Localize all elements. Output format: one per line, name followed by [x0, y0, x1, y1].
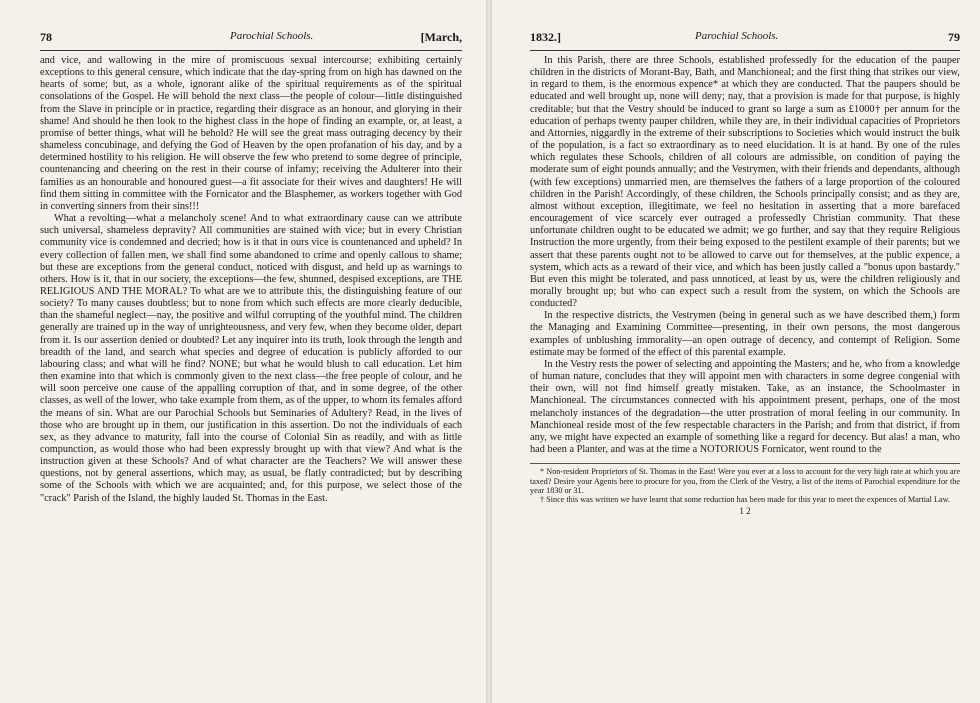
year-label: 1832.]	[530, 30, 561, 44]
left-page-header	[40, 30, 462, 48]
paragraph: What a revolting—what a melancholy scene! And to what extraordinary cause can we attribute such universal, shameless depravity? All communities are stained with vice; but in every Christian community vice is condemned and decried; how is it that in ours vice is countenanced and upheld? In every collection of fallen men, we shall find some abandoned to crime and openly callous to shame; but these are exceptions from the general conduct, noticed with disgust, and held up as warnings to others. How is it, that in our society, the exceptions—the few, shunned, despised exceptions, are THE RELIGIOUS AND THE MORAL? To what are we to attribute this, the distinguishing feature of our society? To many causes doubtless; but to none from which such effects are more clearly deducible, than the shameful neglect—nay, the positive and wilful corrupting of the youthful mind. The children generally are trained up in the way of unrighteousness, and very few, when they become older, depart from it. Is our assertion denied or doubted? Let any inquirer into its truth, look through the length and breadth of the land, and search what species and degree of education is publicly afforded to our labouring class; and what will he find? NONE; but what he would blush to call education. Let him then examine into that which is commonly given to the next class—the free people of colour, and he will soon perceive one cause of the appalling corruption of that, and in some degree, of the other classes, as well of the lower, who take example from them, as of the upper, to whom its females afford the means of sin. What are our Parochial Schools but Seminaries of Adultery? Read, in the lives of those who are brought up in them, our justification in this assertion. Do not the individuals of each sex, as they advance to maturity, fall into the course of Colonial Sin as readily, and with as little compunction, as would those who had been expressly brought up with that view? And what is the instruction given at these Schools? And of what character are the Teachers? We will answer these questions, not by general assertions, which may, as usual, be flatly contradicted; but by describing some of the Schools with which we are acquainted; and, for this purpose, we select those of the "crack" Parish of the Island, the highly lauded St. Thomas in the East.	[40, 213, 462, 504]
right-page	[492, 0, 980, 703]
paragraph: and vice, and wallowing in the mire of promiscuous sexual intercourse; exhibiting certainly exceptions to this general censure, which indicate that the day-spring from on high has dawned on the hearts of some; but, as a whole, ignorant alike of the spiritual requirements as of the spiritual consolations of the Gospel. He will behold the next class—the people of colour—little distinguished from the Slave in principle or in practice, regarding their disgrace as an honour, and glorying in their shame! And should he then look to the highest class in the hope of finding an example, or, at least, a promise of better things, what will he behold? He will see the great mass outraging decency by their shameless concubinage, and defying the God of Heaven by the open profanation of his day, and by a determined hostility to his religion. He will observe the few who pretend to some degree of principle, countenancing and cheering on the rest in their course of infamy; receiving the Adulterer into their families as an honourable and honoured guest—a fit associate for their wives and daughters! He will find them sitting in committee with the Fornicator and the Blasphemer, as workers together with God in converting sinners from their sins!!!	[40, 55, 462, 212]
left-page	[0, 0, 486, 703]
paragraph: In the Vestry rests the power of selecting and appointing the Masters; and he, who from a knowledge of human nature, concludes that they will appoint men with characters in some degree congenial with their own, will not find himself greatly mistaken. Take, as an instance, the Schoolmaster in Manchioneal. The circumstances connected with his appointment present, perhaps, one of the most melancholy instances of the degradation—the utter prostration of moral feeling in our community. In Manchioneal reside most of the few respectable characters in the Parish; and from that district, if from any, we might have expected an example of something like a regard for decency. But alas! a man, who had been a Planter, and was at the time a NOTORIOUS Fornicator, went round to the	[530, 358, 960, 455]
footnote: † Since this was written we have learnt that some reduction has been made for this year to meet the expences of Martial Law.	[540, 495, 951, 505]
date-label: [March,	[420, 30, 462, 44]
right-page-body	[530, 55, 960, 456]
right-page-header	[530, 30, 960, 48]
paragraph: In this Parish, there are three Schools, established professedly for the education of the pauper children in the districts of Morant-Bay, Bath, and Manchioneal; and the first thing that strikes our view, in regard to them, is the enormous expence* at which they are conducted. That the paupers should be educated and well brought up, none will deny; nay, that a provision is made for that purpose, is highly creditable; but that the Vestry should be induced to grant so large a sum as £1000† per annum for the education of perhaps twenty pauper children, while they are, in their individual capacities of Proprietors and Attornies, niggardly in the extreme of their subscriptions to Societies which would instruct the bulk of the population, is a fact so extraordinary as to need elucidation. It is at hand. By one of the rules which regulates these Schools, children of all colours are admissible, on condition of paying the moderate sum of eight pounds annually; and the Vestrymen, with their friends and dependants, although (with few exceptions) unmarried men, are themselves the fathers of a large proportion of the coloured children in the Parish! Accordingly, of these children, the Schools principally consist; and as they are, almost without exception, illegitimate, we feel no hesitation in asserting that a more barefaced encouragement of vice scarcely ever outraged a professedly Christian community. That these unfortunate children ought to be educated we admit; we go further, and say that they require Religious Instruction the more urgently, from their being exposed to the pestilent example of their parents; but we assert that these parents ought not to be allowed to carve out for themselves, at the public expence, a system, which acts as a reward of their vice, and which has been justly called a "bonus upon bastardy." But even this might be tolerated, and pass unnoticed, at least by us, were the children religiously and morally brought up; but who can expect such a result from the system, on which the Schools are conducted?	[530, 55, 960, 310]
page-number: 78	[40, 30, 52, 44]
page-number: 79	[948, 30, 960, 44]
running-title: Parochial Schools.	[230, 30, 314, 42]
left-page-body	[40, 55, 462, 505]
footnotes	[530, 463, 960, 505]
header-rule	[530, 50, 960, 51]
signature-mark: 1 2	[739, 505, 751, 516]
footnote: * Non-resident Proprietors of St. Thomas in the East! Were you ever at a loss to account for the very high rate at which you are taxed? Desire your Agents here to procure for you, from the Clerk of the Vestry, a list of the items of Parochial expenditure for the year 1830 or 31.	[530, 467, 960, 495]
paragraph: In the respective districts, the Vestrymen (being in general such as we have described them,) form the Managing and Examining Committee—presenting, in their own persons, the most dangerous examples of unblushing immorality—an open outrage of decency, and contempt of Religion. Some estimate may be formed of the effect of this parental example.	[530, 310, 960, 358]
header-rule	[40, 50, 462, 51]
running-title: Parochial Schools.	[695, 30, 779, 42]
